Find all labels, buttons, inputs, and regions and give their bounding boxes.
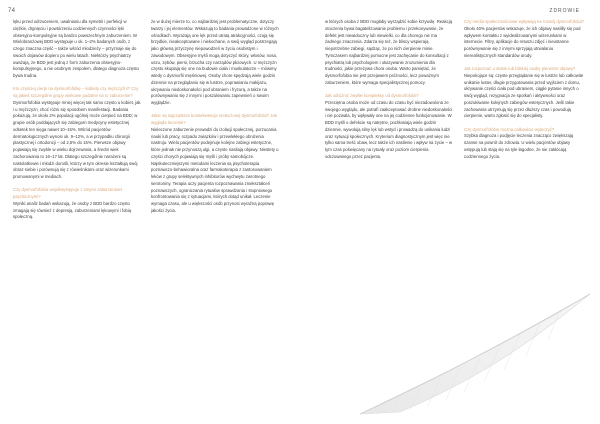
body-paragraph: Nieleczone zaburzenie prowadzi do izolacji społecznej, porzucania nauki lub pracy, rozpadu związków i przewlekłego obniżenia nastroju. Wielu pacjentów podejmuje kolejne zabiegi estetyczne, które jednak nie przynoszą ulgi, a często nasilają objawy. Niestety u części chorych pojawiają się myśli i próby samobójcze. Najskuteczniejszymi metodami leczenia są psychoterapia poznawczo-behawioralna oraz farmakoterapia z zastosowaniem leków z grupy selektywnych inhibitorów wychwytu zwrotnego serotoniny. Terapia uczy pacjenta rozpoznawania zniekształceń poznawczych, ograniczania rytuałów sprawdzania i stopniowego konfrontowania się z sytuacjami, których dotąd unikał. Leczenie wymaga czasu, ale u większości osób przynosi wyraźną poprawę jakości życia. <box>151 126 279 213</box>
body-paragraph: lęku przed odrzuceniem, uwalnianiu dla symetrii i perfekcji w ciężkie, drgnięciu i powtórzeniu codziennych czynności lęki obsesyjno-kompulsyjne są bardzo powszechnym zaburzeniem. W Wielobranżowej BDD występuje u ok. 1–2% badanych osób, z czego znaczna część – także wśród młodzieży – przyznaje się do swoich objawów dopiero po wielu latach. Niektórzy psychiatrzy uważają, że BDD jest jedną z form zaburzenia obsesyjno-kompulsyjnego, a nie osobnym zespołem, dlatego diagnoza często bywa trudna. <box>13 19 139 78</box>
interview-question: Jak odróżnić zwykłe kompleksy od dysmorfofobii? <box>325 93 419 98</box>
body-paragraph: Przeciętna osoba może od czasu do czasu być niezadowolona ze swojego wyglądu, ale potrafi zaakceptować drobne niedoskonałości i nie pozwala, by wpływały one na jej codzienne funkcjonowanie. W BDD myśli o defekcie są natrętne, pochłaniają wiele godzin dziennie, wywołują silny lęk lub wstyd i prowadzą do unikania ludzi oraz sytuacji społecznych. Kryterium diagnostycznym jest więc nie tylko sama treść obaw, lecz także ich nasilenie i wpływ na życie – w tym czas poświęcany na rytuały oraz poziom cierpienia odczuwanego przez pacjenta. <box>325 99 453 159</box>
article-column-4 <box>464 19 584 167</box>
article-column-2 <box>151 19 279 221</box>
interview-question: Czy media społecznościowe wpływają na rozwój dysmorfofobii? <box>464 19 584 24</box>
body-paragraph: Około 40% pacjentów wskazuje, że ich objawy nasiliły się pod wpływem kontaktu z wyidealizowanymi wizerunkami w internecie. Filtry, aplikacje do retuszu zdjęć i nieustanne porównywanie się z innymi sprzyjają utrwalaniu nierealistycznych standardów urody. <box>464 25 581 58</box>
body-paragraph: że w dużej mierze to, co najbardziej jest problematyczne, dotyczy twarzy i jej elementów. Wskazują to badania prowadzone w różnych ośrodkach. Wyrażają one lęk przed utratą atrakcyjności, czują się brzydkie, nieakceptowane i niekochane, a swój wygląd postrzegają jako główną przyczynę niepowodzeń w życiu osobistym i zawodowym. Obsesyjne myśli mogą dotyczyć skóry, włosów, nosa, uszu, zębów, piersi, brzucha czy narządów płciowych. U mężczyzn często skupiają się one na budowie ciała i muskulaturze – mówimy wtedy o dysmorfii mięśniowej. Osoby chore spędzają wiele godzin dziennie na przeglądaniu się w lustrze, poprawianiu makijażu, ukrywaniu niedoskonałości pod ubraniem i fryzurą, a także na porównywaniu się z innymi i poszukiwaniu zapewnień o swoim wyglądzie. <box>151 19 279 105</box>
body-paragraph: Wyniki analiz badań wskazują, że osoby z BDD bardzo często zmagają się również z depresją, zaburzeniami lękowymi i fobią społeczną. <box>13 200 132 220</box>
body-paragraph: Dysmorfofobia występuje mniej więcej tak samo często u kobiet, jak i u mężczyzn, choć różni się sposobem manifestacji. Badania pokazują, że około 2% populacji ogólnej może cierpieć na BDD; w grupie osób poddających się zabiegom medycyny estetycznej odsetek ten sięga nawet 10–15%. Wśród pacjentów dermatologicznych wynosi ok. 9–12%, a w przypadku chirurgii plastycznej i ortodoncji – od 2,5% do 15%. Pierwsze objawy pojawiają się zwykle w wieku dojrzewania, a średni wiek zachorowania to 16–17 lat. Dlatego szczególnie narażeni są nastolatkowie i młodzi dorośli, którzy w tym okresie kształtują swój obraz siebie i porównują się z rówieśnikami oraz wizerunkami promowanymi w mediach. <box>13 99 141 179</box>
body-paragraph: Szybka diagnoza i podjęcie leczenia znacząco zwiększają szanse na powrót do zdrowia. U wielu pacjentów objawy ustępują lub stają się na tyle łagodne, że nie zakłócają codziennego życia. <box>464 133 574 159</box>
interview-question: Kto częściej cierpi na dysmorfofobię – kobiety czy mężczyźni? Czy są jakieś szczególne grupy wiekowe podatne na to zaburzenie? <box>13 86 139 98</box>
page-number: 74 <box>8 8 16 14</box>
body-paragraph: w których osoba z BDD mogłaby wyrządzić sobie krzywdę. Reakcją otoczenia bywa bagatelizowanie problemu i przekonywanie, że defekt jest niewidoczny lub niewielki, co dla chorego nie ma żadnego znaczenia. Zdarza się też, że bliscy wspierają niepotrzebne zabiegi, sądząc, że po nich cierpienie minie. Tymczasem najbardziej pomocne jest zachęcanie do konsultacji z psychiatrą lub psychologiem i okazywanie zrozumienia dla trudności, jakie przeżywa chora osoba. Warto pamiętać, że dysmorfofobia nie jest przejawem próżności, lecz poważnym zaburzeniem, które wymaga specjalistycznej pomocy. <box>325 19 453 85</box>
interview-question: Jak rozpoznać u siebie lub bliskiej osoby pierwsze objawy? <box>464 66 576 71</box>
interview-question: Czy dysmorfofobia współwystępuje z innymi zaburzeniami psychicznymi? <box>13 187 123 199</box>
interview-question: Czy dysmorfofobię można całkowicie wyleczyć? <box>464 126 555 132</box>
body-paragraph: Niepokojące są: częste przeglądanie się w lustrze lub całkowite unikanie luster, długie przygotowania przed wyjściem z domu, ukrywanie części ciała pod ubraniem, ciągłe pytanie innych o swój wygląd, rezygnacja ze spotkań i aktywności oraz poszukiwanie kolejnych zabiegów estetycznych. Jeśli takie zachowania utrzymują się przez dłuższy czas i powodują cierpienie, warto zgłosić się do specjalisty. <box>464 72 584 119</box>
article-column-3 <box>325 19 453 167</box>
running-head: ZDROWIE <box>549 8 580 14</box>
feather-illustration <box>340 274 600 424</box>
article-column-1 <box>13 19 141 228</box>
interview-question: Jakie są najczęstsze konsekwencje nieleczonej dysmorfofobii? Jak wygląda leczenie? <box>151 113 277 125</box>
